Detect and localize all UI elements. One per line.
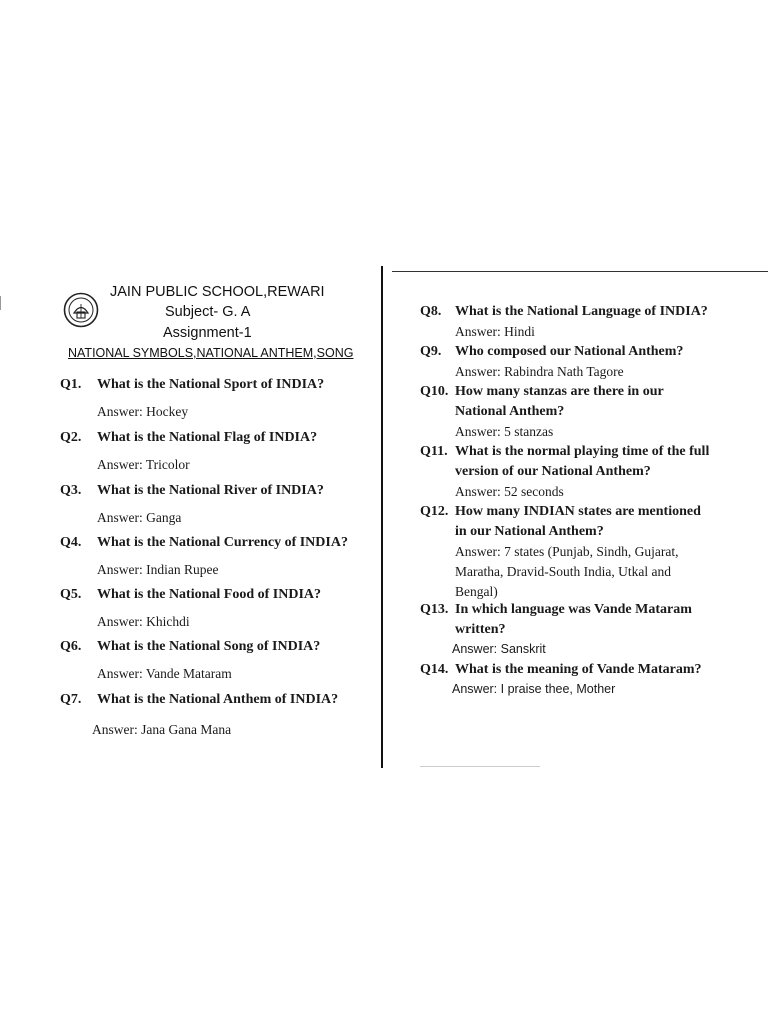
answer-text: Answer: Vande Mataram: [97, 666, 232, 681]
question-number: Q1.: [60, 377, 82, 392]
question-number: Q11.: [420, 444, 448, 459]
question-text: What is the meaning of Vande Mataram?: [455, 662, 702, 677]
question-text: What is the National River of INDIA?: [97, 483, 324, 498]
answer-text: Answer: Hindi: [455, 324, 535, 339]
question-text: What is the National Food of INDIA?: [97, 587, 322, 602]
question-text: How many stanzas are there in our: [455, 384, 664, 399]
answer-text: Answer: Rabindra Nath Tagore: [455, 364, 624, 379]
question-number: Q10.: [420, 384, 449, 399]
question-text: How many INDIAN states are mentioned: [455, 504, 701, 519]
question-text: National Anthem?: [455, 404, 565, 419]
topic-heading: NATIONAL SYMBOLS,NATIONAL ANTHEM,SONG: [68, 346, 354, 360]
answer-text: Answer: 7 states (Punjab, Sindh, Gujarat,: [455, 544, 679, 559]
answer-text: Answer: Tricolor: [97, 457, 190, 472]
question-number: Q2.: [60, 430, 82, 445]
question-text: in our National Anthem?: [455, 524, 604, 539]
question-number: Q7.: [60, 692, 82, 707]
column-divider: [381, 266, 383, 768]
answer-text: Answer: Jana Gana Mana: [92, 722, 232, 737]
question-number: Q12.: [420, 504, 449, 519]
scan-edge-mark: [0, 296, 1, 310]
question-number: Q4.: [60, 535, 82, 550]
answer-text: Answer: Ganga: [97, 510, 182, 525]
answer-text: Answer: Sanskrit: [452, 642, 546, 656]
question-number: Q8.: [420, 304, 442, 319]
question-number: Q5.: [60, 587, 82, 602]
answer-text: Answer: Hockey: [97, 404, 189, 419]
answer-text: Answer: 5 stanzas: [455, 424, 554, 439]
question-text: Who composed our National Anthem?: [455, 344, 684, 359]
question-text: What is the National Sport of INDIA?: [97, 377, 325, 392]
faint-rule: [420, 766, 540, 767]
question-text: What is the National Song of INDIA?: [97, 639, 321, 654]
question-text: What is the National Language of INDIA?: [455, 304, 708, 319]
question-text: written?: [455, 622, 506, 637]
answer-text: Answer: I praise thee, Mother: [452, 682, 616, 696]
question-text: What is the National Anthem of INDIA?: [97, 692, 339, 707]
school-name: JAIN PUBLIC SCHOOL,REWARI: [110, 284, 325, 300]
answer-text: Bengal): [455, 584, 498, 599]
question-text: What is the National Flag of INDIA?: [97, 430, 318, 445]
question-number: Q3.: [60, 483, 82, 498]
subject-line: Subject- G. A: [165, 304, 251, 320]
question-text: What is the National Currency of INDIA?: [97, 535, 348, 550]
answer-text: Maratha, Dravid-South India, Utkal and: [455, 564, 671, 579]
question-number: Q9.: [420, 344, 442, 359]
answer-text: Answer: Khichdi: [97, 614, 190, 629]
question-text: In which language was Vande Mataram: [455, 602, 692, 617]
question-text: version of our National Anthem?: [455, 464, 651, 479]
question-number: Q6.: [60, 639, 82, 654]
question-number: Q13.: [420, 602, 449, 617]
answer-text: Answer: 52 seconds: [455, 484, 564, 499]
school-logo-icon: [63, 292, 99, 328]
page-edge-line: [392, 271, 768, 272]
answer-text: Answer: Indian Rupee: [97, 562, 219, 577]
question-text: What is the normal playing time of the full: [455, 444, 710, 459]
question-number: Q14.: [420, 662, 449, 677]
assignment-title: Assignment-1: [163, 325, 252, 341]
